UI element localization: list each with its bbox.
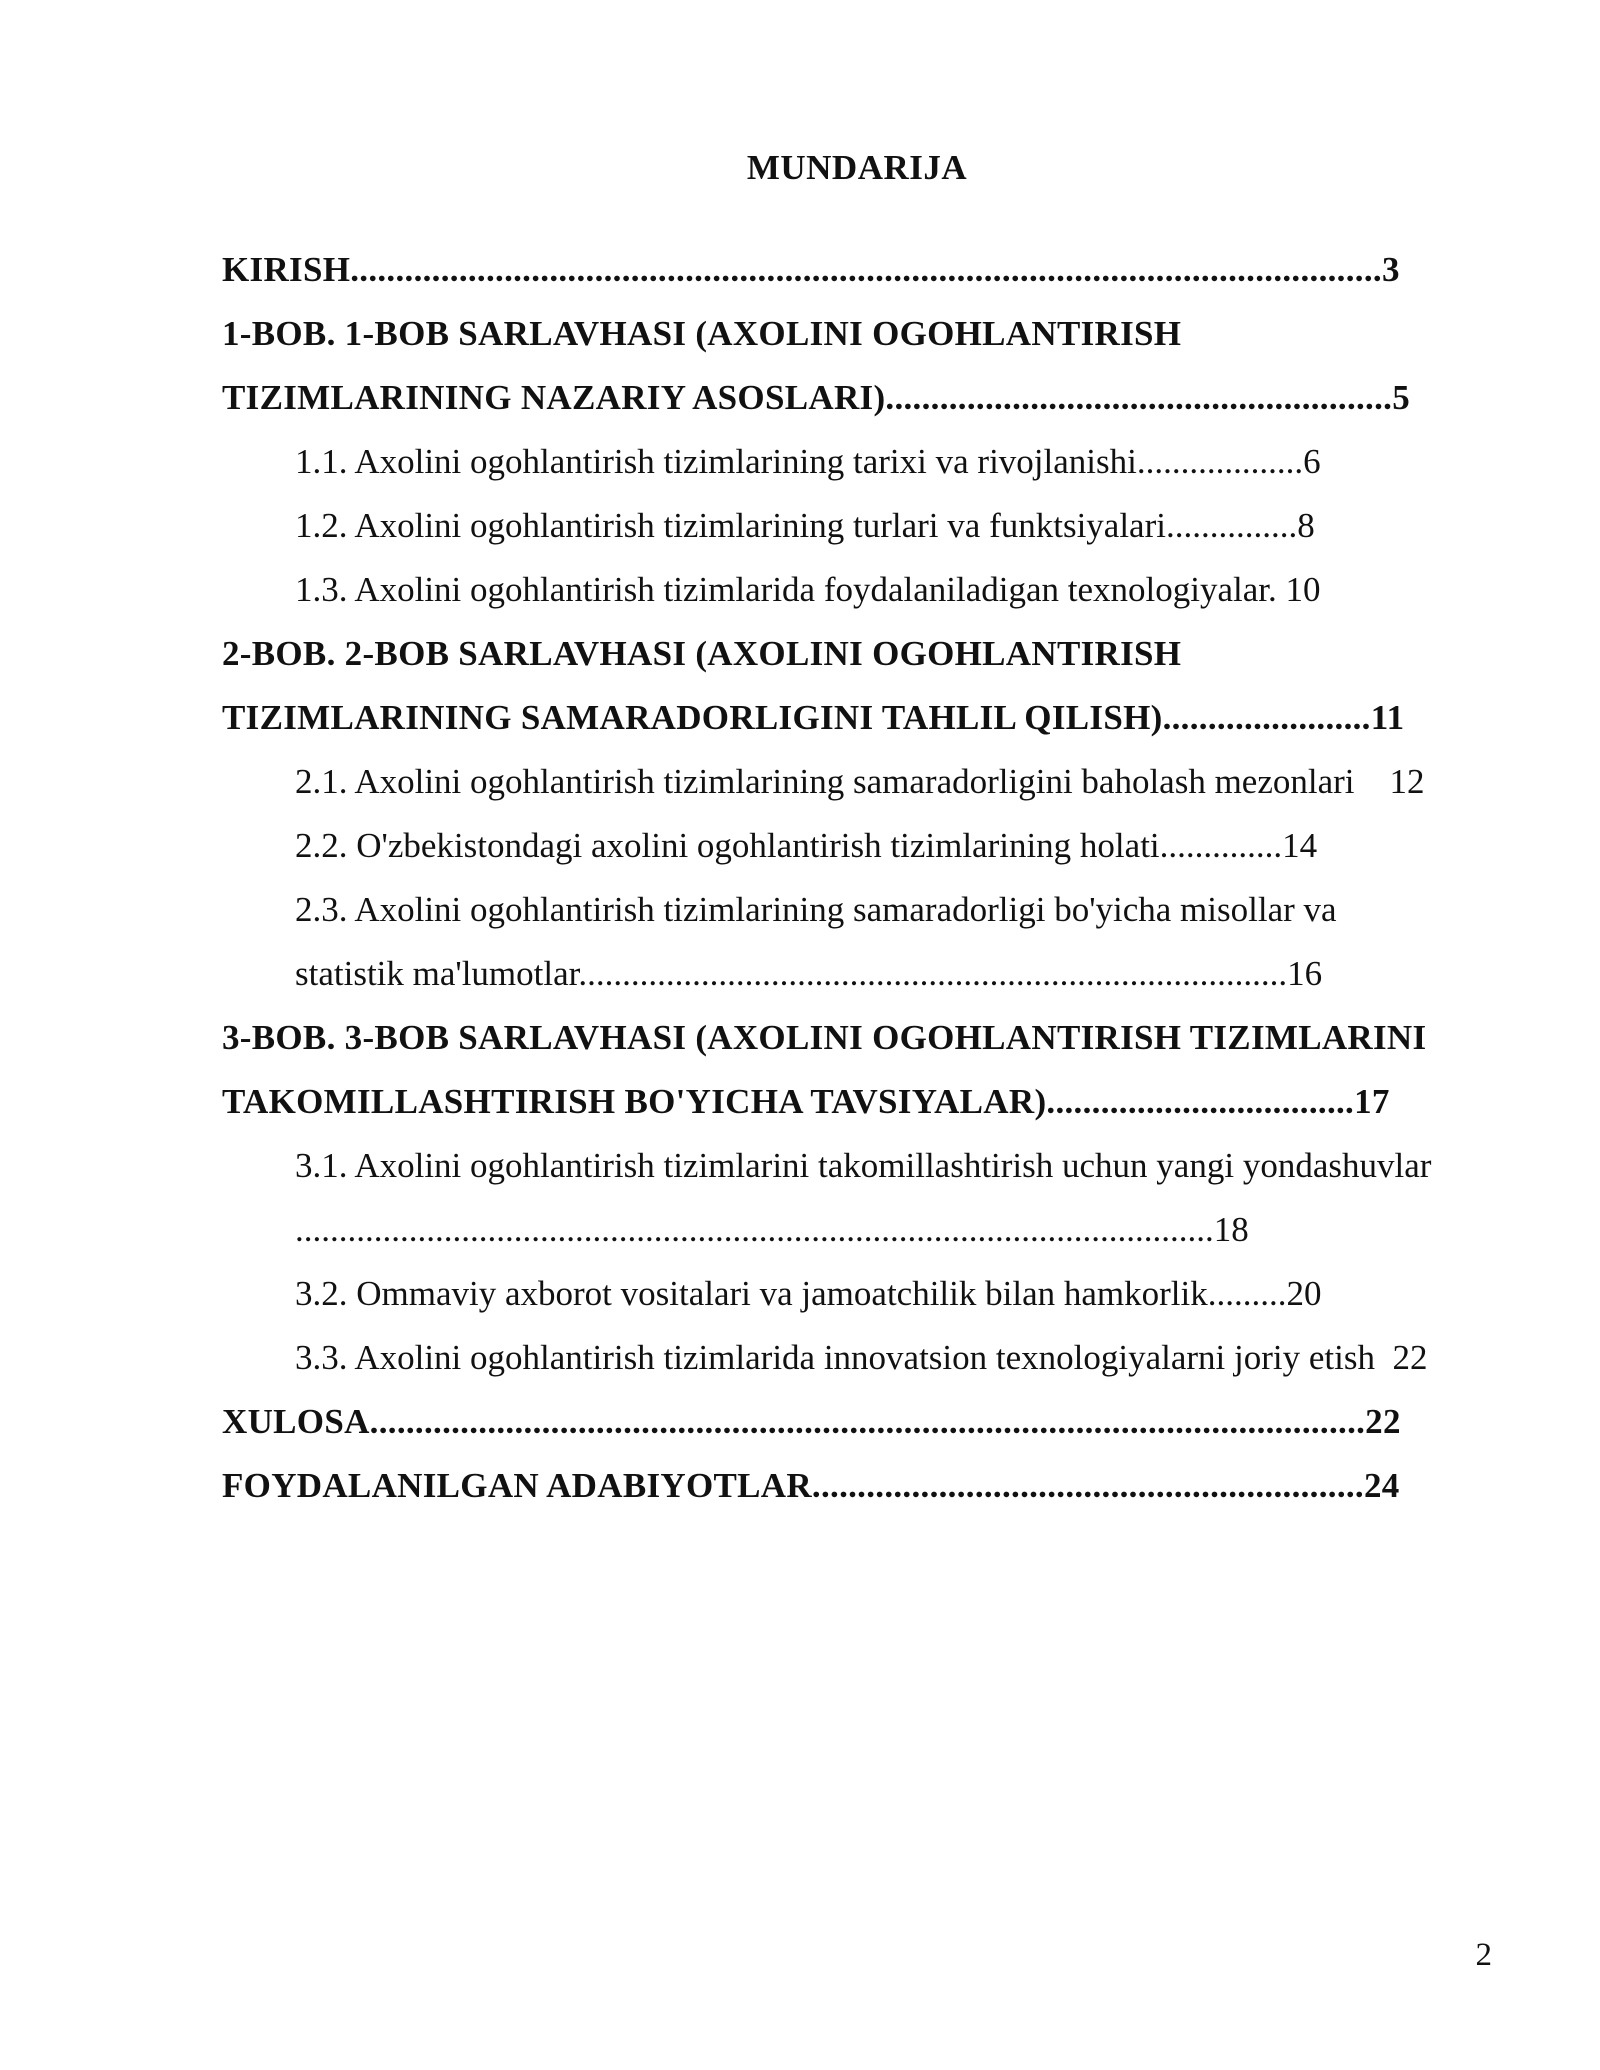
toc-entry-text: 2-BOB. 2-BOB SARLAVHASI (AXOLINI OGOHLANTIRISH — [222, 634, 1182, 673]
toc-page-number: 24 — [1363, 1466, 1400, 1505]
toc-entry-chapter-3-line-1 — [222, 1006, 1493, 1070]
toc-entry-1-1 — [222, 430, 1493, 494]
toc-leader-dots — [1375, 1338, 1393, 1377]
toc-entry-3-1-line-2 — [222, 1198, 1493, 1262]
toc-entry-2-3-line-1 — [222, 878, 1493, 942]
toc-leader-dots: ................................................................................. — [578, 954, 1288, 993]
toc-leader-dots: ......... — [1207, 1274, 1287, 1313]
toc-page-number: 12 — [1389, 762, 1425, 801]
toc-entry-3-2 — [222, 1262, 1493, 1326]
toc-leader-dots: ........................................................ — [885, 378, 1393, 417]
toc-entry-text: FOYDALANILGAN ADABIYOTLAR — [222, 1466, 812, 1505]
table-of-contents — [222, 238, 1493, 1518]
toc-page-number: 3 — [1381, 250, 1400, 289]
toc-entry-text: TAKOMILLASHTIRISH BO'YICHA TAVSIYALAR) — [222, 1082, 1047, 1121]
toc-page-number: 22 — [1392, 1338, 1428, 1377]
toc-page-number: 16 — [1287, 954, 1323, 993]
toc-leader-dots: ............... — [1165, 506, 1298, 545]
toc-page-number: 10 — [1285, 570, 1321, 609]
toc-page-number: 18 — [1213, 1210, 1249, 1249]
toc-leader-dots: ....................... — [1162, 698, 1371, 737]
toc-entry-text: 1-BOB. 1-BOB SARLAVHASI (AXOLINI OGOHLANTIRISH — [222, 314, 1182, 353]
toc-leader-dots: ............................................................. — [811, 1466, 1364, 1505]
page-number: 2 — [1475, 1937, 1492, 1973]
toc-entry-text: 1.1. Axolini ogohlantirish tizimlarining tarixi va rivojlanishi — [295, 442, 1137, 481]
toc-page-number: 6 — [1303, 442, 1321, 481]
toc-entry-3-1-line-1 — [222, 1134, 1493, 1198]
toc-entry-text: TIZIMLARINING NAZARIY ASOSLARI) — [222, 378, 886, 417]
toc-leader-dots: .................................................................................................................. — [350, 250, 1382, 289]
toc-page-number: 14 — [1282, 826, 1318, 865]
toc-leader-dots — [1355, 762, 1390, 801]
toc-entry-3-3 — [222, 1326, 1493, 1390]
toc-entry-adabiyotlar — [222, 1454, 1493, 1518]
toc-title: MUNDARIJA — [746, 148, 968, 187]
toc-page-number: 5 — [1392, 378, 1411, 417]
toc-entry-chapter-1-line-1 — [222, 302, 1493, 366]
toc-entry-2-3-line-2 — [222, 942, 1493, 1006]
toc-entry-2-1 — [222, 750, 1493, 814]
toc-entry-2-2 — [222, 814, 1493, 878]
toc-entry-text: 2.2. O'zbekistondagi axolini ogohlantirish tizimlarining holati — [295, 826, 1160, 865]
toc-entry-text: 3.2. Ommaviy axborot vositalari va jamoatchilik bilan hamkorlik — [295, 1274, 1208, 1313]
toc-entry-text: statistik ma'lumotlar — [295, 954, 579, 993]
toc-page-number: 11 — [1370, 698, 1405, 737]
toc-entry-text: 2.3. Axolini ogohlantirish tizimlarining samaradorligi bo'yicha misollar va — [295, 890, 1337, 929]
toc-entry-chapter-3-line-2 — [222, 1070, 1493, 1134]
toc-entry-text: 2.1. Axolini ogohlantirish tizimlarining samaradorligini baholash mezonlari — [295, 762, 1355, 801]
toc-leader-dots: ......................................................................................................... — [295, 1210, 1214, 1249]
toc-entry-1-3 — [222, 558, 1493, 622]
toc-page-number: 22 — [1365, 1402, 1401, 1441]
toc-entry-text: TIZIMLARINING SAMARADORLIGINI TAHLIL QILISH) — [222, 698, 1163, 737]
toc-entry-text: 1.2. Axolini ogohlantirish tizimlarining turlari va funktsiyalari — [295, 506, 1166, 545]
toc-entry-xulosa — [222, 1390, 1493, 1454]
toc-entry-kirish — [222, 238, 1493, 302]
toc-leader-dots — [1277, 570, 1286, 609]
toc-entry-text: 3-BOB. 3-BOB SARLAVHASI (AXOLINI OGOHLANTIRISH TIZIMLARINI — [222, 1018, 1427, 1057]
toc-page-number: 8 — [1297, 506, 1315, 545]
toc-entry-text: 1.3. Axolini ogohlantirish tizimlarida foydalaniladigan texnologiyalar. — [295, 570, 1277, 609]
toc-page-number: 20 — [1286, 1274, 1322, 1313]
toc-entry-1-2 — [222, 494, 1493, 558]
toc-leader-dots: .............. — [1159, 826, 1283, 865]
toc-entry-chapter-2-line-2 — [222, 686, 1493, 750]
toc-entry-chapter-1-line-2 — [222, 366, 1493, 430]
toc-leader-dots: .................................. — [1046, 1082, 1355, 1121]
toc-entry-text: KIRISH — [222, 250, 351, 289]
toc-entry-text: XULOSA — [222, 1402, 370, 1441]
toc-entry-text: 3.3. Axolini ogohlantirish tizimlarida innovatsion texnologiyalarni joriy etish — [295, 1338, 1375, 1377]
toc-entry-text: 3.1. Axolini ogohlantirish tizimlarini takomillashtirish uchun yangi yondashuvlar — [295, 1146, 1432, 1185]
toc-leader-dots: ................... — [1136, 442, 1304, 481]
toc-page-number: 17 — [1354, 1082, 1390, 1121]
toc-leader-dots: .............................................................................................................. — [369, 1402, 1366, 1441]
toc-entry-chapter-2-line-1 — [222, 622, 1493, 686]
